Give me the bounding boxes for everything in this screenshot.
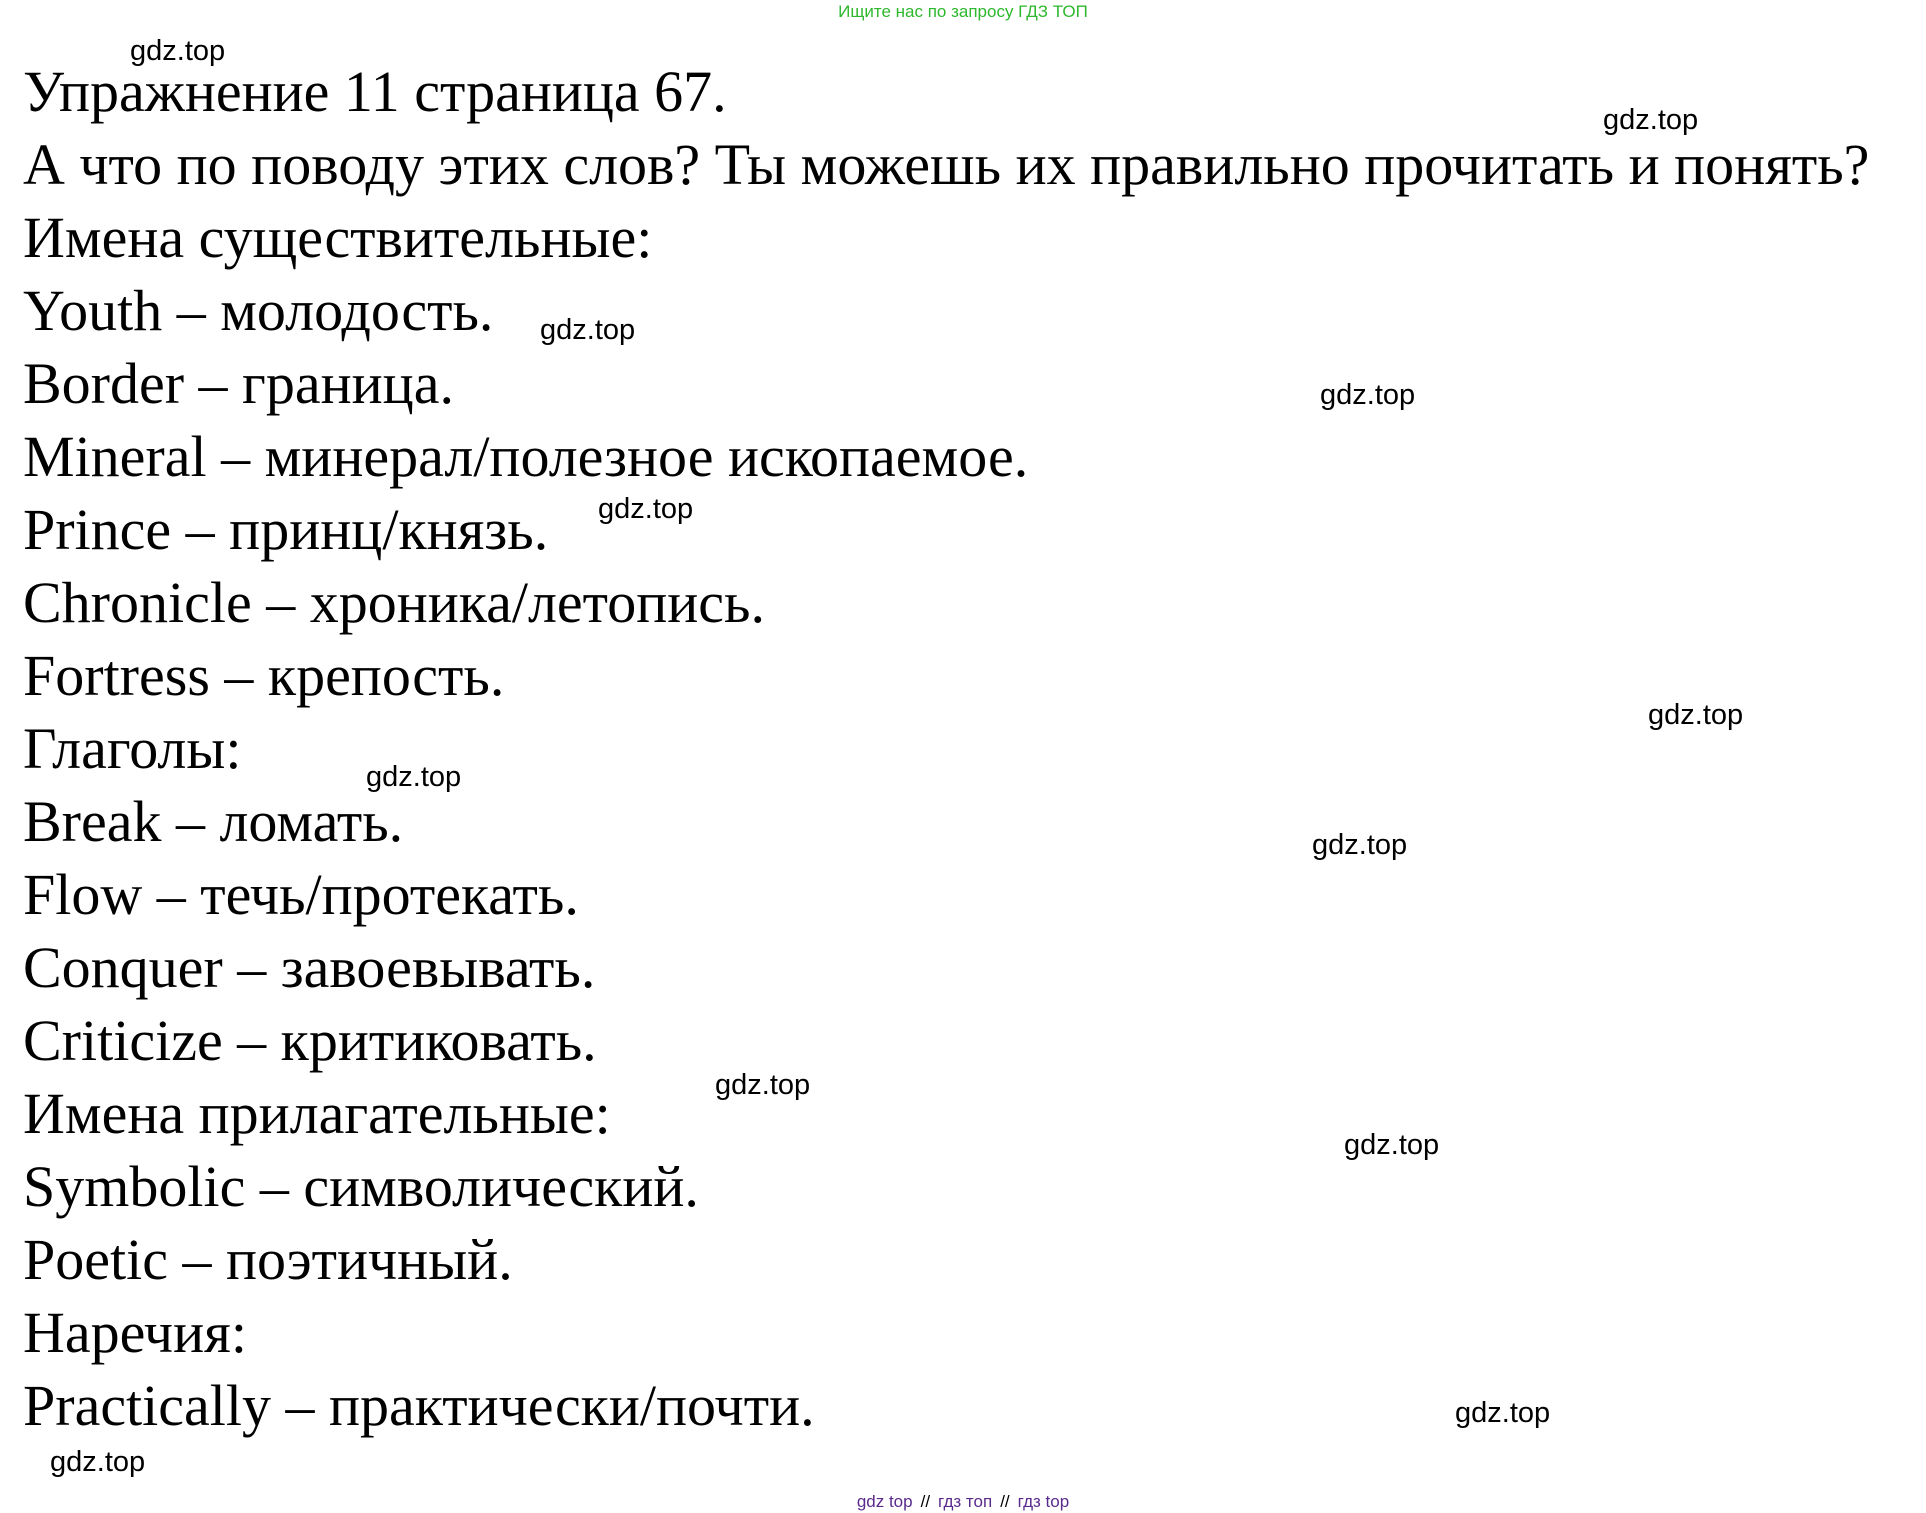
word-entry: Criticize – критиковать. xyxy=(23,1008,597,1073)
watermark: gdz.top xyxy=(598,493,694,525)
footer-separator: // xyxy=(1000,1492,1010,1511)
watermark: gdz.top xyxy=(540,314,636,346)
footer-links xyxy=(0,1492,1926,1512)
exercise-content xyxy=(23,55,1869,1442)
watermark: gdz.top xyxy=(1648,699,1744,731)
exercise-title: Упражнение 11 страница 67. xyxy=(23,59,727,124)
section-heading-verbs: Глаголы: xyxy=(23,716,242,781)
watermark: gdz.top xyxy=(1320,379,1416,411)
watermark: gdz.top xyxy=(50,1446,146,1478)
exercise-question: А что по поводу этих слов? Ты можешь их правильно прочитать и понять? xyxy=(23,132,1870,197)
word-entry: Break – ломать. xyxy=(23,789,404,854)
section-heading-adverbs: Наречия: xyxy=(23,1300,247,1365)
watermark: gdz.top xyxy=(715,1069,811,1101)
word-entry: Chronicle – хроника/летопись. xyxy=(23,570,765,635)
watermark: gdz.top xyxy=(1455,1397,1551,1429)
section-heading-nouns: Имена существительные: xyxy=(23,205,653,270)
watermark: gdz.top xyxy=(366,761,462,793)
watermark: gdz.top xyxy=(1312,829,1408,861)
word-entry: Mineral – минерал/полезное ископаемое. xyxy=(23,424,1029,489)
watermark: gdz.top xyxy=(1603,104,1699,136)
watermark: gdz.top xyxy=(130,35,226,67)
word-entry: Conquer – завоевывать. xyxy=(23,935,596,1000)
word-entry: Youth – молодость. xyxy=(23,278,494,343)
word-entry: Fortress – крепость. xyxy=(23,643,505,708)
word-entry: Flow – течь/протекать. xyxy=(23,862,579,927)
word-entry: Poetic – поэтичный. xyxy=(23,1227,513,1292)
word-entry: Prince – принц/князь. xyxy=(23,497,549,562)
top-banner: Ищите нас по запросу ГДЗ ТОП xyxy=(838,2,1088,21)
footer-link-gdz-top[interactable]: gdz top xyxy=(856,1492,913,1511)
footer-link-gdz-top-cyrillic[interactable]: гдз топ xyxy=(938,1492,993,1511)
watermark: gdz.top xyxy=(1344,1129,1440,1161)
footer-link-gdz-top-mixed[interactable]: гдз top xyxy=(1017,1492,1070,1511)
word-entry: Practically – практически/почти. xyxy=(23,1373,815,1438)
footer-separator: // xyxy=(920,1492,931,1511)
word-entry: Symbolic – символический. xyxy=(23,1154,699,1219)
section-heading-adjectives: Имена прилагательные: xyxy=(23,1081,611,1146)
word-entry: Border – граница. xyxy=(23,351,454,416)
